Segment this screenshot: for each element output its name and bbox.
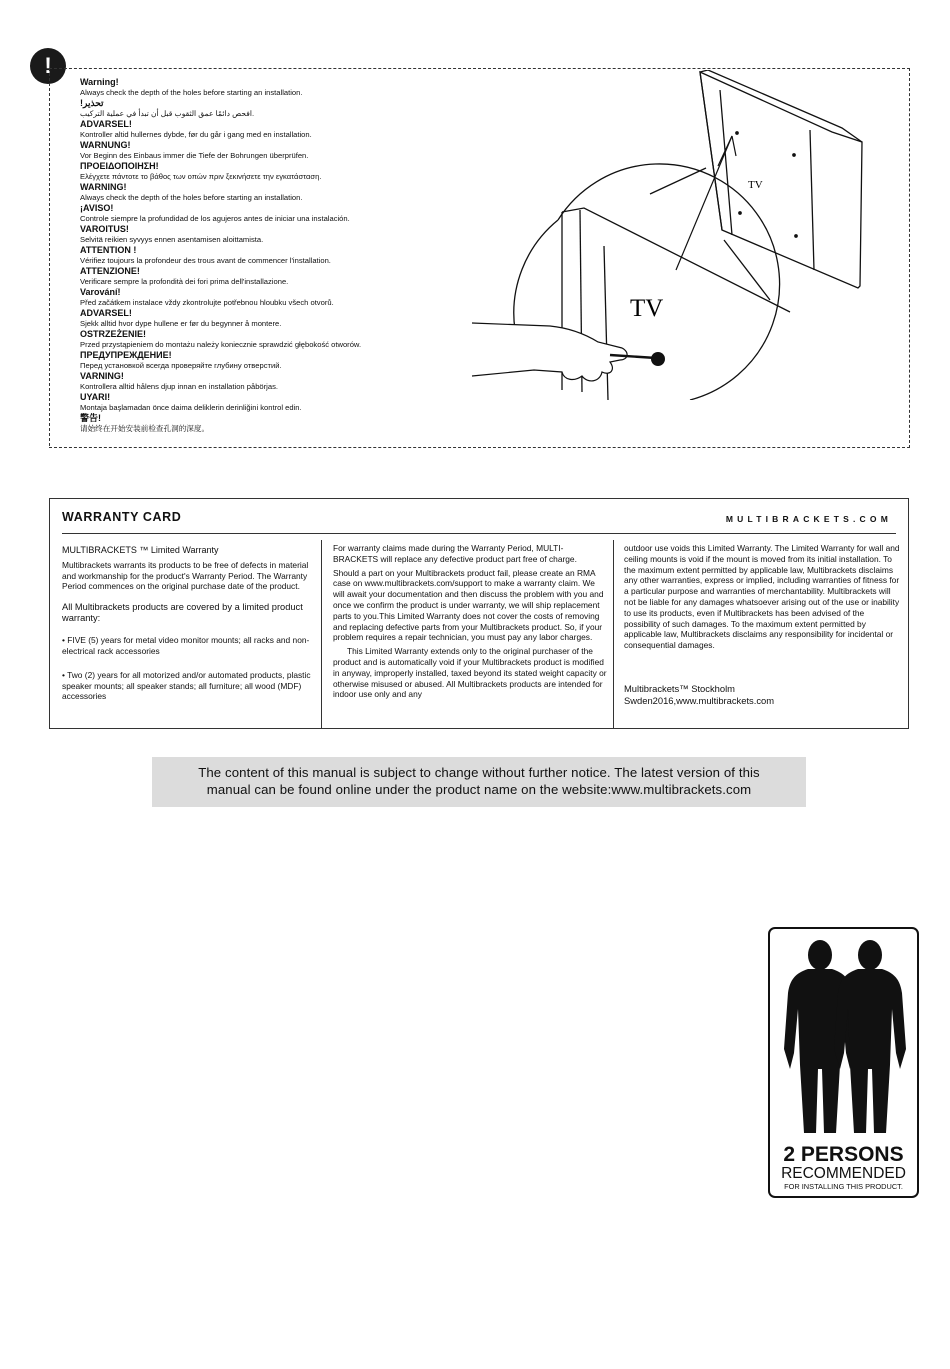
warranty-intro: Multibrackets warrants its products to be free of defects in material and workmanship for the product's Warranty Period. The Warranty Period commences on the original purchase date of the product. <box>62 559 309 592</box>
warning-heading: WARNING! <box>80 182 127 192</box>
warranty-site-link[interactable]: MULTIBRACKETS.COM <box>725 514 892 524</box>
warranty-column-2 <box>333 543 607 700</box>
warning-text: Sjekk alltid hvor dype hullene er før du begynner å montere. <box>80 318 282 328</box>
warranty-column-1 <box>62 545 312 702</box>
warning-heading: !تحذير <box>80 98 104 108</box>
warning-text: Vor Beginn des Einbaus immer die Tiefe der Bohrungen überprüfen. <box>80 150 309 160</box>
warning-heading: ATTENZIONE! <box>80 266 140 276</box>
warning-text: Kontrollera alltid hålens djup innan en installation påbörjas. <box>80 381 278 391</box>
warning-heading: Warning! <box>80 77 119 87</box>
warning-heading: ¡AVISO! <box>80 203 114 213</box>
coverage-bullet: • FIVE (5) years for metal video monitor mounts; all racks and non-electrical rack accessories <box>62 635 310 656</box>
persons-count-label: 2 PERSONS <box>783 1143 904 1166</box>
warning-text: Vérifiez toujours la profondeur des trous avant de commencer l'installation. <box>80 255 331 265</box>
extent-paragraph: This Limited Warranty extends only to the original purchaser of the product and is automatically void if your Multibrackets product is modified in anyway, improperly installed, taxed beyond its stated weight capacity or otherwise misused or abused. All Multibrackets products are intended for indoor use only and any <box>333 646 607 700</box>
warning-heading: OSTRZEŻENIE! <box>80 329 147 339</box>
coverage-statement: All Multibrackets products are covered by a limited product warranty: <box>62 602 303 624</box>
warranty-header-divider <box>62 533 896 534</box>
hand-icon <box>472 323 656 381</box>
warning-text: Перед установкой всегда проверяйте глубину отверстий. <box>80 360 282 370</box>
warranty-card-title: WARRANTY CARD <box>62 510 182 524</box>
two-persons-recommended-sign <box>768 927 919 1198</box>
warning-text: Verificare sempre la profondità dei fori prima dell'installazione. <box>80 276 289 286</box>
warning-text: Ελέγχετε πάντοτε το βάθος των οπών πριν ξεκινήσετε την εγκατάσταση. <box>80 171 322 181</box>
warning-heading: WARNUNG! <box>80 140 131 150</box>
warning-heading: ПРЕДУПРЕЖДЕНИЕ! <box>80 350 172 360</box>
warning-text: Controle siempre la profundidad de los agujeros antes de iniciar una instalación. <box>80 213 350 223</box>
warning-heading: VARNING! <box>80 371 124 381</box>
warranty-column-3 <box>624 543 900 707</box>
tv-label-small: TV <box>748 179 763 191</box>
signoff-line: Multibrackets™ Stockholm <box>624 682 735 694</box>
warning-heading: ADVARSEL! <box>80 308 132 318</box>
warning-text: Před začátkem instalace vždy zkontrolujte potřebnou hloubku všech otvorů. <box>80 297 334 307</box>
column-divider <box>613 540 614 729</box>
warning-box-left-edge <box>49 68 50 446</box>
warning-text: Montaja başlamadan önce daima deliklerin derinliğini kontrol edin. <box>80 402 302 412</box>
warning-heading: UYARI! <box>80 392 111 402</box>
coverage-bullet: • Two (2) years for all motorized and/or automated products, plastic speaker mounts; all speaker stands; all furniture; all wood (MDF) accessories <box>62 669 311 702</box>
installing-label: FOR INSTALLING THIS PRODUCT. <box>784 1182 903 1191</box>
warning-text: 请始终在开始安装前检查孔洞的深度。 <box>80 423 210 433</box>
recommended-label: RECOMMENDED <box>781 1165 906 1182</box>
rma-paragraph: Should a part on your Multibrackets product fail, please create an RMA case on www.multibrackets.com/support to make a warranty claim. We will await your documentation and then discuss the problem with you and once we confirm the product is under warranty, we will ship replacement parts to you.This Limited Warranty does not cover the costs of removing and replacing defective parts from your Multibrackets product. So, if your problem requires a repair technician, you must pay any labor charges. <box>333 567 604 643</box>
notice-line: manual can be found online under the product name on the website:www.multibrackets.com <box>206 782 752 797</box>
warning-heading: VAROITUS! <box>80 224 129 234</box>
manual-change-notice <box>152 757 806 807</box>
drill-hole-icon <box>651 352 665 366</box>
tv-label-large: TV <box>630 295 664 322</box>
warning-text: Selvitä reikien syvyys ennen asentamisen aloittamista. <box>80 234 264 244</box>
warning-heading: ΠΡΟΕΙΔΟΠΟΙΗΣΗ! <box>80 161 159 171</box>
warning-text: Kontroller altid hullernes dybde, før du går i gang med en installation. <box>80 129 312 139</box>
disclaimer-paragraph: outdoor use voids this Limited Warranty. The Limited Warranty for wall and ceiling mounts is void if the mount is moved from its initial installation. To the maximum extent permitted by applicable law, Multibrackets disclaims any other warranties, express or implied, including warranties of fitness for a particular purpose and warranties of merchantability. Multibrackets will not be liable for any damages whatsoever arising out of the use or inability to use its products, even if Multibrackets has been advised of the possibility of such damages. To the maximum extent permitted by applicable law, Multibrackets disclaims any responsibility for incidental or consequential damages. <box>624 543 900 651</box>
warning-text-list <box>80 77 480 434</box>
warning-text: افحص دائمًا عمق الثقوب قبل أن تبدأ في عملية التركيب. <box>80 108 255 118</box>
warning-text: Przed przystąpieniem do montażu należy koniecznie sprawdzić głębokość otworów. <box>80 339 362 349</box>
warning-heading: 警告! <box>80 413 101 423</box>
warning-text: Always check the depth of the holes before starting an installation. <box>80 87 303 97</box>
warning-heading: ADVARSEL! <box>80 119 132 129</box>
warning-text: Always check the depth of the holes before starting an installation. <box>80 192 303 202</box>
notice-line: The content of this manual is subject to change without further notice. The latest version of this <box>198 765 760 780</box>
two-persons-icon <box>770 929 916 1143</box>
tv-drilling-illustration <box>470 70 910 400</box>
signoff-line: Swden2016,www.multibrackets.com <box>624 694 775 706</box>
warning-heading: ATTENTION ! <box>80 245 137 255</box>
limited-warranty-title: MULTIBRACKETS ™ Limited Warranty <box>62 545 219 555</box>
claims-paragraph: For warranty claims made during the Warranty Period, MULTI-BRACKETS will replace any defective product part free of charge. <box>333 543 577 564</box>
column-divider <box>321 540 322 729</box>
warning-badge-icon: ! <box>30 48 66 84</box>
warning-heading: Varování! <box>80 287 121 297</box>
